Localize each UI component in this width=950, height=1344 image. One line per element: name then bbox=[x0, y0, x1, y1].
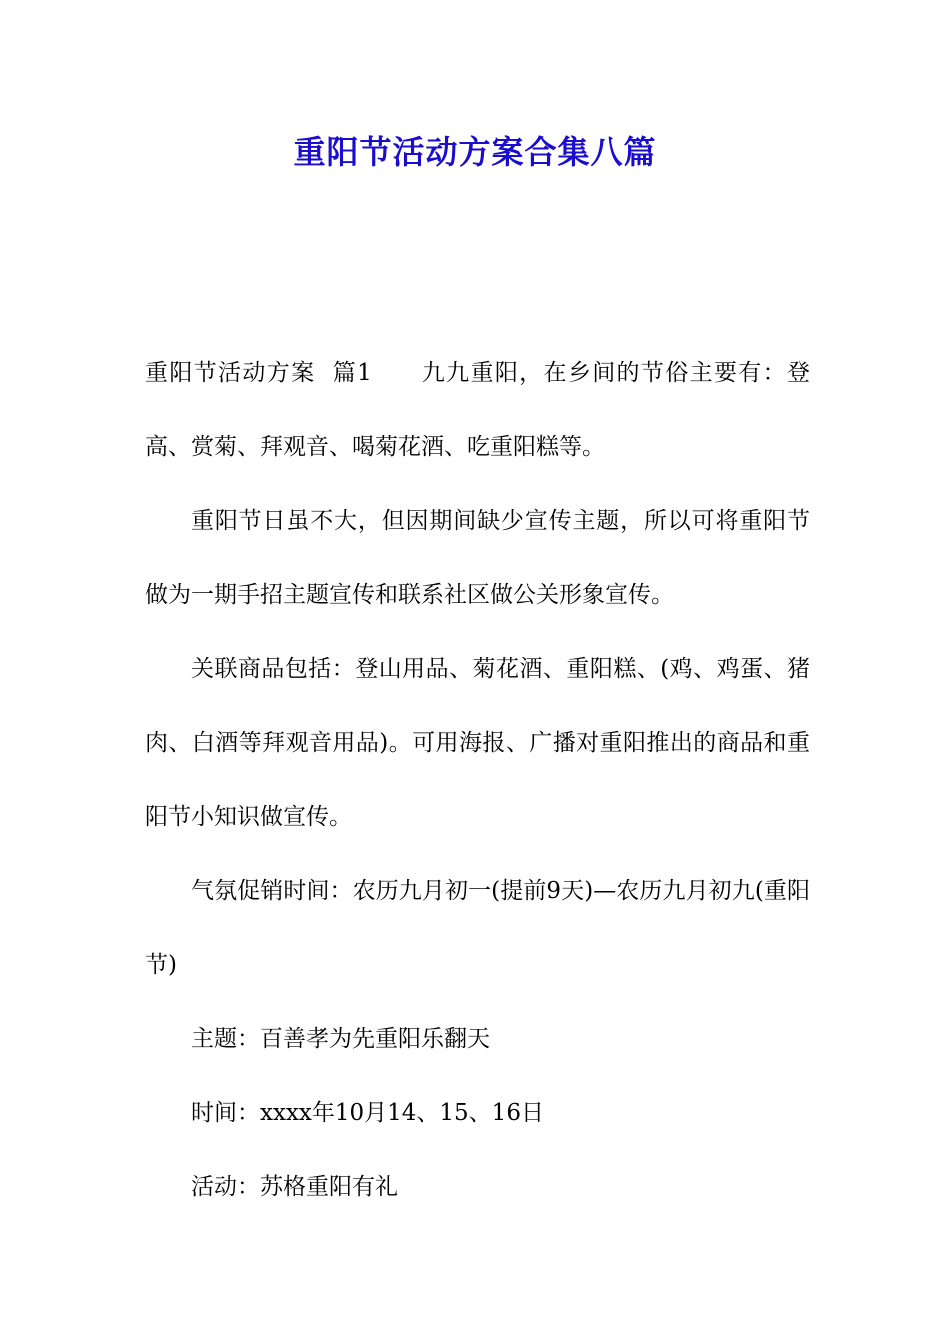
paragraph-time: 时间：xxxx年10月14、15、16日 bbox=[191, 1100, 544, 1126]
document-body bbox=[145, 336, 810, 1224]
document-title: 重阳节活动方案合集八篇 bbox=[293, 133, 657, 171]
paragraph-intro: 重阳节活动方案 篇1 九九重阳，在乡间的节俗主要有：登高、赏菊、拜观音、喝菊花酒、吃重阳糕等。 bbox=[145, 360, 810, 460]
paragraph-theme: 主题：百善孝为先重阳乐翻天 bbox=[191, 1026, 490, 1052]
paragraph-activity: 活动：苏格重阳有礼 bbox=[191, 1174, 398, 1200]
paragraph-festival-theme: 重阳节日虽不大，但因期间缺少宣传主题，所以可将重阳节做为一期手招主题宣传和联系社区做公关形象宣传。 bbox=[145, 508, 810, 608]
paragraph-related-products: 关联商品包括：登山用品、菊花酒、重阳糕、(鸡、鸡蛋、猪肉、白酒等拜观音用品)。可用海报、广播对重阳推出的商品和重阳节小知识做宣传。 bbox=[145, 656, 810, 830]
paragraph-promotion-time: 气氛促销时间：农历九月初一(提前9天)—农历九月初九(重阳节) bbox=[145, 878, 810, 978]
